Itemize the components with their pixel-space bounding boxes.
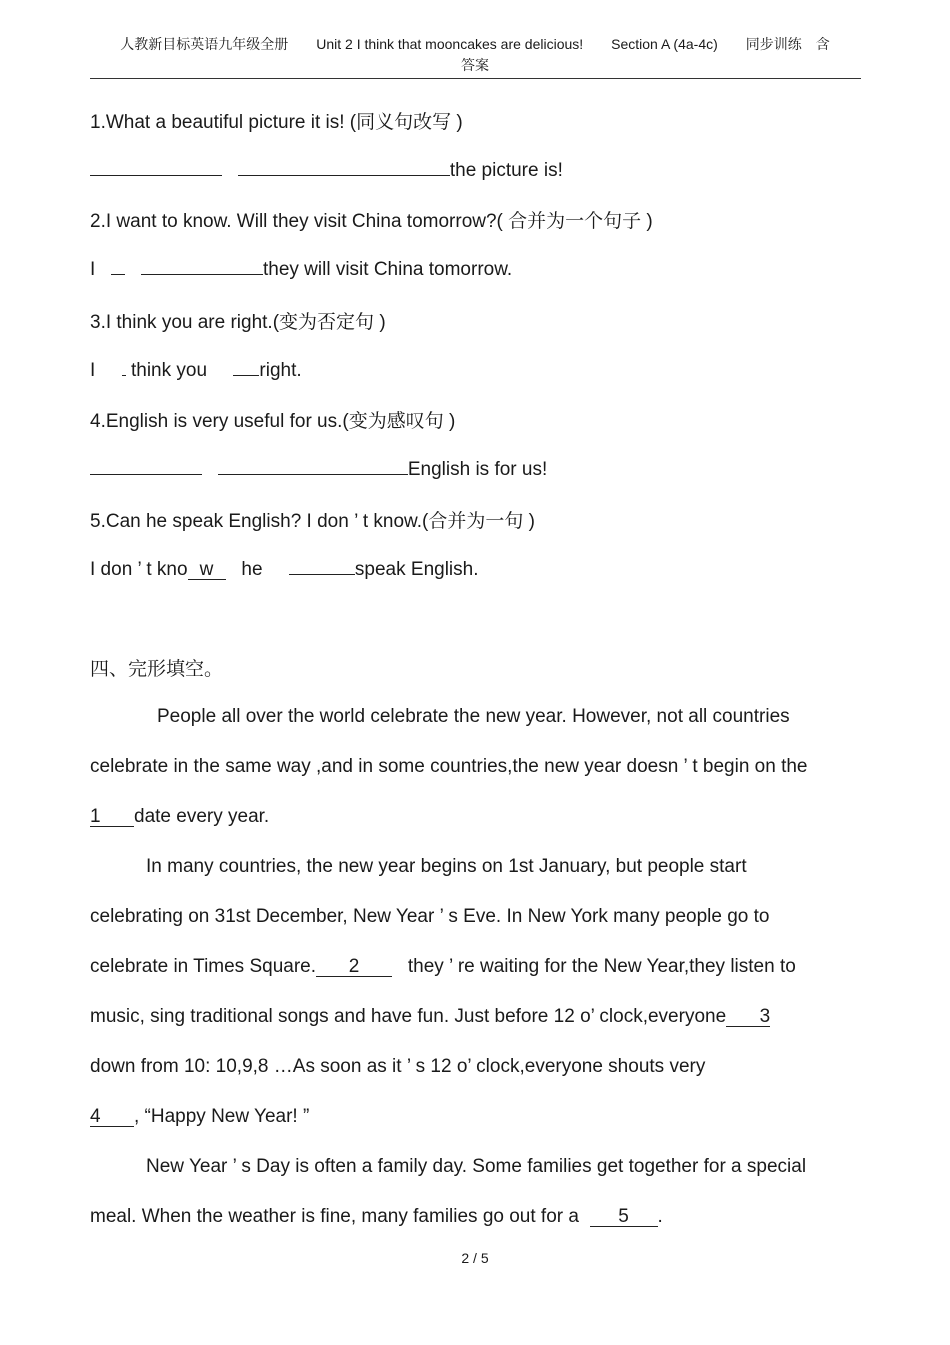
q3-tail: right. (259, 360, 302, 381)
header-divider (90, 78, 861, 79)
q5-c: he (241, 559, 263, 580)
q1-prompt: 1.What a beautiful picture it is! (同义句改写 ) (90, 112, 463, 133)
q1-tail: the picture is! (449, 160, 563, 181)
q3-mid: think you (130, 360, 208, 381)
answer-blank[interactable] (90, 456, 202, 475)
passage-line (90, 1206, 663, 1228)
q4-prompt: 4.English is very useful for us.(变为感叹句 ) (90, 411, 456, 432)
q4-tail: English is for us! (407, 459, 548, 480)
cloze-blank-5[interactable]: 5 (590, 1207, 658, 1227)
q2-start: I (90, 259, 96, 280)
header-title-cont: 答案 (461, 57, 489, 73)
cloze-blank-2[interactable]: 2 (316, 957, 392, 977)
passage-text: music, sing traditional songs and have fun. Just before 12 o’ clock,everyone (90, 1006, 727, 1027)
passage-line: New Year ’ s Day is often a family day. Some families get together for a special (146, 1156, 807, 1177)
passage-line (90, 1106, 309, 1128)
q3-start: I (90, 360, 96, 381)
answer-blank[interactable] (289, 556, 355, 575)
answer-blank[interactable] (218, 456, 408, 475)
passage-text: celebrate in Times Square. (90, 956, 317, 977)
q1-answer-line (90, 157, 563, 182)
page-number: 2 / 5 (461, 1250, 489, 1266)
answer-blank[interactable] (122, 357, 126, 376)
q3-answer-line (90, 357, 302, 382)
answer-blank[interactable] (141, 256, 263, 275)
passage-line (90, 1006, 770, 1028)
q3-prompt: 3.I think you are right.(变为否定句 ) (90, 312, 386, 333)
passage-text: they ’ re waiting for the New Year,they listen to (407, 956, 796, 977)
passage-line (90, 806, 269, 828)
passage-line: celebrate in the same way ,and in some countries,the new year doesn ’ t begin on the (90, 756, 808, 777)
answer-blank[interactable] (111, 256, 125, 275)
q5-a: I don ’ t kno (90, 559, 188, 580)
passage-text: . (657, 1206, 663, 1227)
passage-line: People all over the world celebrate the new year. However, not all countries (157, 706, 790, 727)
passage-line: In many countries, the new year begins on 1st January, but people start (146, 856, 747, 877)
cloze-blank-4[interactable]: 4 (90, 1107, 134, 1127)
q5-tail: speak English. (354, 559, 479, 580)
passage-text: meal. When the weather is fine, many families go out for a (90, 1206, 579, 1227)
answer-blank[interactable]: w (188, 560, 226, 580)
q4-answer-line (90, 456, 547, 481)
cloze-blank-3[interactable]: 3 (726, 1007, 770, 1027)
q2-tail: they will visit China tomorrow. (262, 259, 513, 280)
passage-line: down from 10: 10,9,8 …As soon as it ’ s 12 o’ clock,everyone shouts very (90, 1056, 706, 1077)
answer-blank[interactable] (238, 157, 450, 176)
page-header (90, 34, 860, 76)
q2-answer-line (90, 256, 512, 281)
answer-blank[interactable] (233, 357, 259, 376)
q5-prompt: 5.Can he speak English? I don ’ t know.(合并为一句 ) (90, 511, 535, 532)
passage-line: celebrating on 31st December, New Year ’ s Eve. In New York many people go to (90, 906, 770, 927)
q2-prompt: 2.I want to know. Will they visit China tomorrow?( 合并为一个句子 ) (90, 211, 653, 232)
passage-text: date every year. (134, 806, 270, 827)
answer-blank[interactable] (90, 157, 222, 176)
section-title: 四、完形填空。 (90, 659, 224, 680)
passage-line (90, 956, 796, 978)
q5-answer-line (90, 556, 479, 581)
cloze-blank-1[interactable]: 1 (90, 807, 134, 827)
passage-text: , “Happy New Year! ” (134, 1106, 310, 1127)
header-title: 人教新目标英语九年级全册 Unit 2 I think that mooncakes are delicious! Section A (4a-4c) 同步训练 含 (120, 36, 830, 52)
